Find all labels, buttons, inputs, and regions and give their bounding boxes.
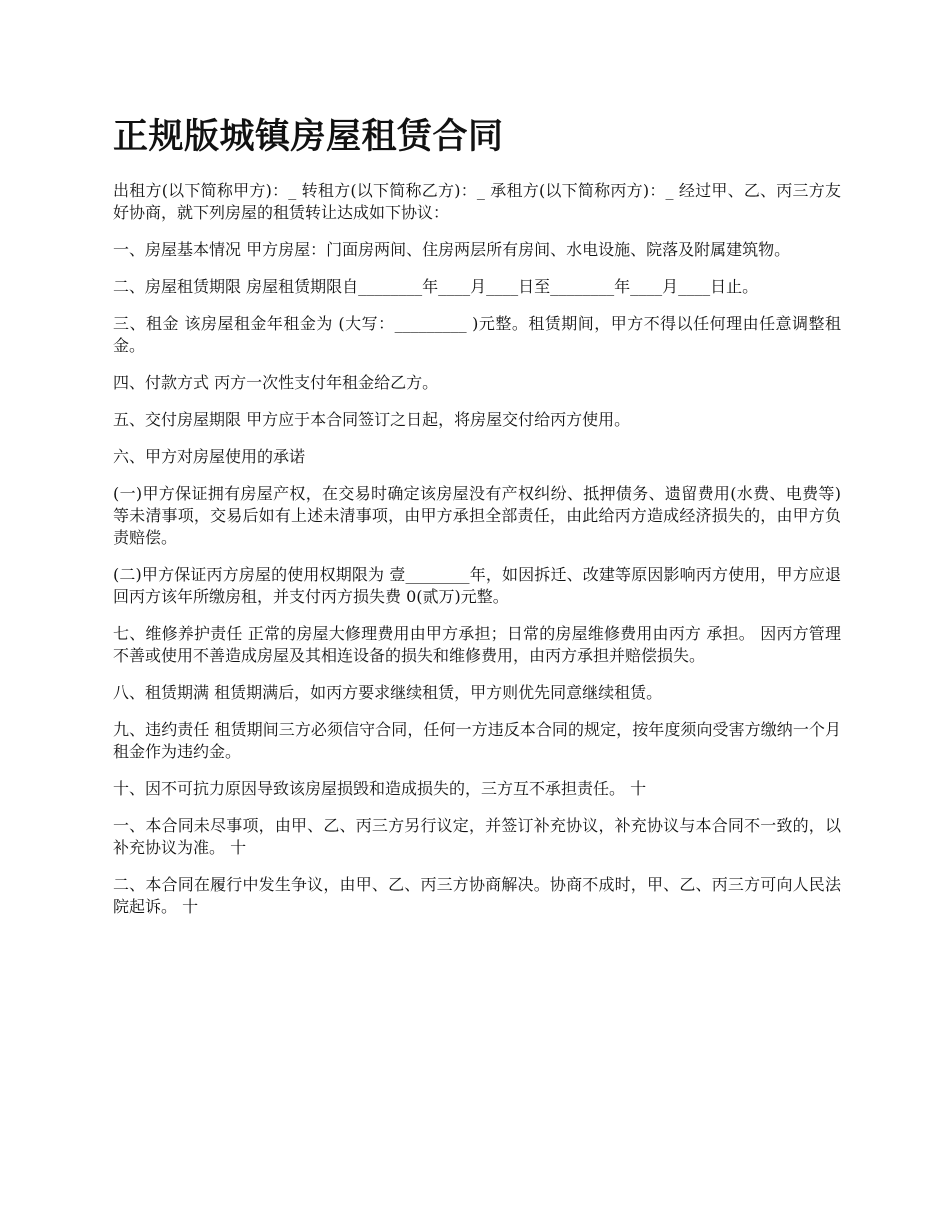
paragraph-commitment-1: (一)甲方保证拥有房屋产权，在交易时确定该房屋没有产权纠纷、抵押债务、遗留费用(水费、电费等)等未清事项，交易后如有上述未清事项，由甲方承担全部责任，由此给丙方造成经济损失的，由甲方负责赔偿。	[113, 484, 841, 547]
paragraph-property-info: 一、房屋基本情况 甲方房屋：门面房两间、住房两层所有房间、水电设施、院落及附属建筑物。	[113, 240, 791, 259]
paragraph-parties: 出租方(以下简称甲方)：_ 转租方(以下简称乙方)：_ 承租方(以下简称丙方)：_ 经过甲、乙、丙三方友好协商，就下列房屋的租赁转让达成如下协议：	[113, 181, 841, 222]
paragraph-force-majeure: 十、因不可抗力原因导致该房屋损毁和造成损失的，三方互不承担责任。 十	[113, 779, 647, 798]
paragraph-rent: 三、租金 该房屋租金年租金为 (大写：_________ )元整。租赁期间，甲方不得以任何理由任意调整租金。	[113, 314, 841, 355]
paragraph-supplementary-agreement: 一、本合同未尽事项，由甲、乙、丙三方另行议定，并签订补充协议，补充协议与本合同不一致的，以补充协议为准。 十	[113, 816, 841, 857]
document-title: 正规版城镇房屋租赁合同	[113, 117, 504, 157]
paragraph-delivery-term: 五、交付房屋期限 甲方应于本合同签订之日起，将房屋交付给丙方使用。	[113, 410, 631, 429]
paragraph-commitment-2: (二)甲方保证丙方房屋的使用权期限为 壹________年，如因拆迁、改建等原因影响丙方使用，甲方应退回丙方该年所缴房租，并支付丙方损失费 0(贰万)元整。	[113, 565, 841, 606]
paragraph-dispute-resolution: 二、本合同在履行中发生争议，由甲、乙、丙三方协商解决。协商不成时，甲、乙、丙三方可向人民法院起诉。 十	[113, 875, 841, 916]
paragraph-breach-liability: 九、违约责任 租赁期间三方必须信守合同，任何一方违反本合同的规定，按年度须向受害方缴纳一个月租金作为违约金。	[113, 720, 841, 761]
paragraph-maintenance: 七、维修养护责任 正常的房屋大修理费用由甲方承担；日常的房屋维修费用由丙方 承担。 因丙方管理不善或使用不善造成房屋及其相连设备的损失和维修费用，由丙方承担并赔偿损失。	[113, 624, 841, 665]
paragraph-lease-expiry: 八、租赁期满 租赁期满后，如丙方要求继续租赁，甲方则优先同意继续租赁。	[113, 683, 663, 702]
paragraph-lease-term: 二、房屋租赁期限 房屋租赁期限自________年____月____日至________年____月____日止。	[113, 277, 759, 296]
paragraph-payment-method: 四、付款方式 丙方一次性支付年租金给乙方。	[113, 373, 439, 392]
paragraph-party-a-commitment-heading: 六、甲方对房屋使用的承诺	[113, 447, 306, 466]
document-page	[113, 112, 841, 933]
